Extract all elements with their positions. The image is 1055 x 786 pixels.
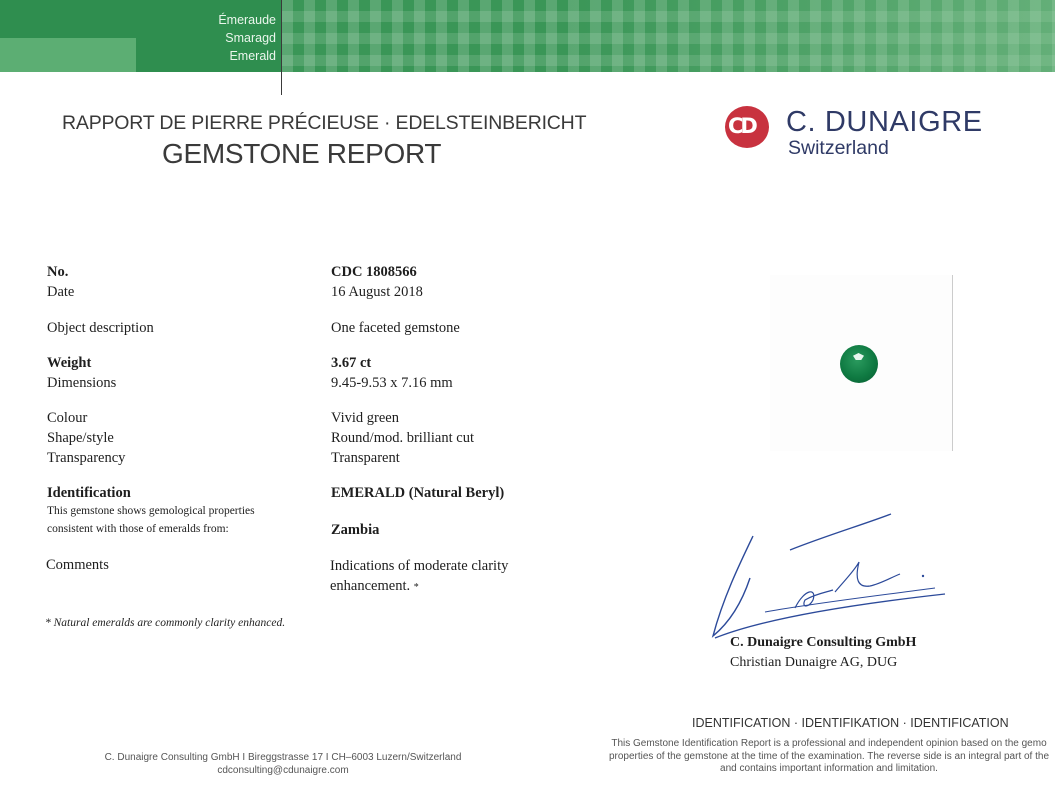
signature-person: Christian Dunaigre AG, DUG — [730, 655, 898, 670]
dimensions-value: 9.45-9.53 x 7.16 mm — [331, 375, 453, 391]
emerald-stone-image — [840, 345, 878, 383]
date-label: Date — [47, 284, 75, 300]
number-value: CDC 1808566 — [331, 264, 417, 280]
origin-label-line1: This gemstone shows gemological properties — [47, 505, 255, 517]
banner-divider — [281, 0, 282, 95]
report-subtitle: RAPPORT DE PIERRE PRÉCIEUSE · EDELSTEINBERICHT — [62, 112, 587, 134]
logo-mark-icon: CD — [725, 106, 769, 148]
identification-disclaimer — [594, 738, 1055, 776]
date-value: 16 August 2018 — [331, 284, 423, 300]
identification-label: Identification — [47, 485, 131, 501]
signature-image — [705, 508, 955, 648]
origin-value: Zambia — [331, 522, 380, 538]
footnote: * Natural emeralds are commonly clarity enhanced. — [45, 617, 286, 629]
banner-name-en: Emerald — [229, 49, 276, 63]
disclaimer-line2: properties of the gemstone at the time of the examination. The reverse side is an integral part of the — [608, 750, 1050, 762]
object-label: Object description — [47, 320, 154, 336]
object-value: One faceted gemstone — [331, 320, 460, 336]
gemstone-photo — [770, 275, 953, 451]
banner-pattern — [282, 0, 1055, 72]
weight-value: 3.67 ct — [331, 355, 372, 371]
report-title: GEMSTONE REPORT — [162, 138, 442, 169]
logo-name: C. DUNAIGRE — [786, 106, 983, 138]
identification-value: EMERALD (Natural Beryl) — [331, 485, 505, 501]
banner-name-de: Smaragd — [225, 31, 276, 45]
transparency-value: Transparent — [331, 450, 400, 466]
comments-footnote-marker: * — [413, 582, 419, 593]
origin-label-line2: consistent with those of emeralds from: — [47, 523, 229, 535]
disclaimer-line3: and contains important information and limitation. — [720, 763, 938, 774]
top-banner — [0, 0, 1055, 72]
signature-company: C. Dunaigre Consulting GmbH — [730, 635, 917, 650]
logo-country: Switzerland — [788, 137, 889, 159]
weight-label: Weight — [47, 355, 92, 371]
colour-value: Vivid green — [331, 410, 399, 426]
colour-label: Colour — [47, 410, 88, 426]
comments-value-line2: enhancement. * — [330, 578, 419, 594]
number-label: No. — [47, 264, 69, 280]
comments-label: Comments — [46, 557, 109, 573]
comments-value-line1: Indications of moderate clarity — [330, 558, 509, 574]
identification-heading: IDENTIFICATION · IDENTIFIKATION · IDENTIFICATION — [692, 716, 1009, 730]
dimensions-label: Dimensions — [47, 375, 117, 391]
banner-stone-names — [218, 11, 276, 65]
transparency-label: Transparency — [47, 450, 126, 466]
disclaimer-line1: This Gemstone Identification Report is a professional and independent opinion based on the gemo — [611, 738, 1047, 749]
shape-label: Shape/style — [47, 430, 114, 446]
footer-email: cdconsulting@cdunaigre.com — [217, 765, 349, 776]
footer-address — [96, 751, 470, 777]
shape-value: Round/mod. brilliant cut — [331, 430, 474, 446]
banner-name-fr: Émeraude — [218, 13, 276, 27]
footer-address-line1: C. Dunaigre Consulting GmbH I Bireggstrasse 17 I CH–6003 Luzern/Switzerland — [104, 752, 462, 763]
